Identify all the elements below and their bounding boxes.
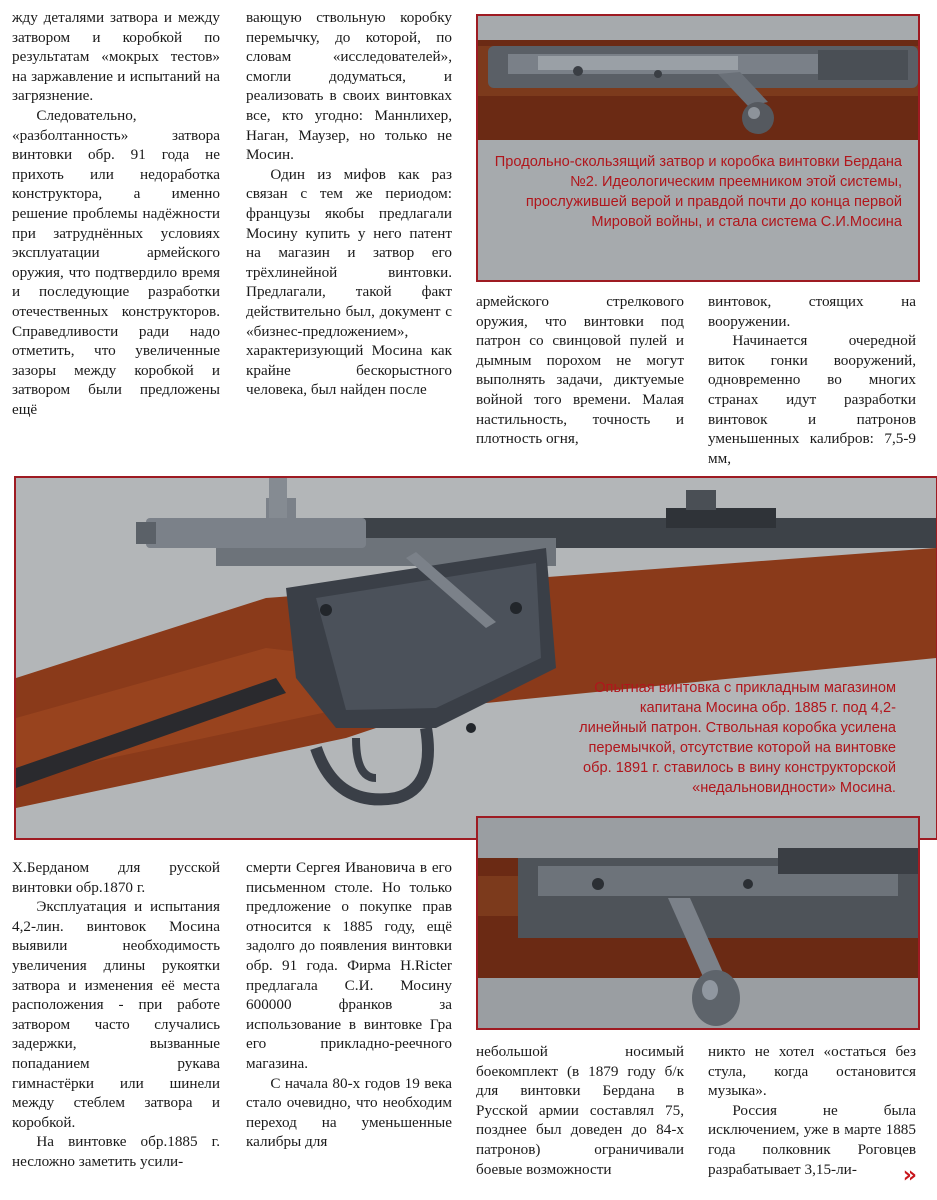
- paragraph: Один из мифов как раз связан с тем же периодом: французы якобы предлагали Мосину купить у него патент на магазин и затвор его трёхлинейной винтовки. Предлагали, такой факт действительно был, документ с «бизнес-предложением», характеризующий Мосина как крайне бескорыстного человека, был найден после: [246, 165, 452, 399]
- berdan-bolt-illustration: [478, 16, 918, 146]
- caption-berdan: Продольно-скользящий затвор и коробка винтовки Бердана №2. Идеологическим преемником этой системы, прослужившей верой и правдой почти до конца первой Мировой войны, и стала система С.И.Мосина: [494, 154, 902, 230]
- column-1-top: [12, 8, 220, 419]
- column-4-top: [708, 292, 916, 468]
- paragraph: смерти Сергея Ивановича в его письменном столе. Но только предложение о покупке прав относится к 1885 году, ещё задолго до появления винтовки обр. 91 года. Фирма H.Ricter предлагала С.И. Мосину 600000 франков за использование в винтовке Гра его прикладно-реечного магазина.: [246, 859, 452, 1072]
- paragraph: винтовок, стоящих на вооружении.: [708, 293, 916, 330]
- column-2-bottom: [246, 858, 452, 1152]
- column-3-top: [476, 292, 684, 449]
- paragraph: небольшой носимый боекомплект (в 1879 году б/к для винтовки Бердана в Русской армии составлял 75, позднее был доведен до 84-х патронов) ограничивали боевые возможности: [476, 1043, 684, 1178]
- paragraph: Эксплуатация и испытания 4,2-лин. винтовок Мосина выявили необходимость увеличения длины рукоятки затвора и изменения её места расположения - при работе затвором часто случались задержки, вызванные попаданием рукава гимнастёрки или шинели между стеблем затвора и коробкой.: [12, 898, 220, 1131]
- photo-mosin-1885-rifle: [14, 476, 937, 840]
- paragraph: армейского стрелкового оружия, что винтовки под патрон со свинцовой пулей и дымным порохом не могут выполнять задачи, диктуемые войной того времени. Малая настильность, точность и плотность огня,: [476, 293, 684, 448]
- caption-mosin-1885: Опытная винтовка с прикладным магазином капитана Мосина обр. 1885 г. под 4,2-линейный патрон. Ствольная коробка усилена перемычкой, отсутствие которой на винтовке обр. 1891 г. ставилось в вину конструкторской «недальновидности» Мосина.: [579, 680, 896, 796]
- paragraph: На винтовке обр.1885 г. несложно заметить усили-: [12, 1133, 220, 1170]
- paragraph: никто не хотел «остаться без стула, когда остановится музыка».: [708, 1043, 916, 1100]
- paragraph: Х.Берданом для русской винтовки обр.1870 г.: [12, 859, 220, 896]
- paragraph: Начинается очередной виток гонки вооружений, одновременно во многих странах идут разработки винтовок и патронов уменьшенных калибров: 7,5-9 мм,: [708, 332, 916, 467]
- photo-berdan-bolt: [476, 14, 920, 282]
- paragraph: Следовательно, «разболтанность» затвора винтовки обр. 91 года не прихоть или недоработка конструктора, а именно решение проблемы надёжности при затруднённых условиях эксплуатации армейского оружия, что подтвердило время и последующие разработки отечественных конструкторов. Справедливости ради надо отметить, что увеличенные зазоры между коробкой и затвором были предложены ещё: [12, 106, 220, 418]
- column-1-bottom: [12, 858, 220, 1172]
- paragraph: жду деталями затвора и между затвором и коробкой по результатам «мокрых тестов» на заржавление и испытаний на загрязнение.: [12, 9, 220, 105]
- column-2-top: [246, 8, 452, 400]
- paragraph: вающую ствольную коробку перемычку, до которой, по словам «исследователей», смогли додуматься, и реализовать в своих винтовках все, кто угодно: Маннлихер, Наган, Маузер, но только не Мосин.: [246, 9, 452, 164]
- photo-bolt-handle-closeup: [476, 816, 920, 1030]
- next-page-arrow[interactable]: »: [902, 1163, 917, 1188]
- bolt-handle-illustration: [478, 818, 918, 1028]
- paragraph: Россия не была исключением, уже в марте 1885 года полковник Роговцев разрабатывает 3,15-ли-: [708, 1101, 916, 1178]
- paragraph: С начала 80-х годов 19 века стало очевидно, что необходим переход на уменьшенные калибры для: [246, 1074, 452, 1151]
- column-4-bottom: [708, 1042, 916, 1179]
- column-3-bottom: [476, 1042, 684, 1179]
